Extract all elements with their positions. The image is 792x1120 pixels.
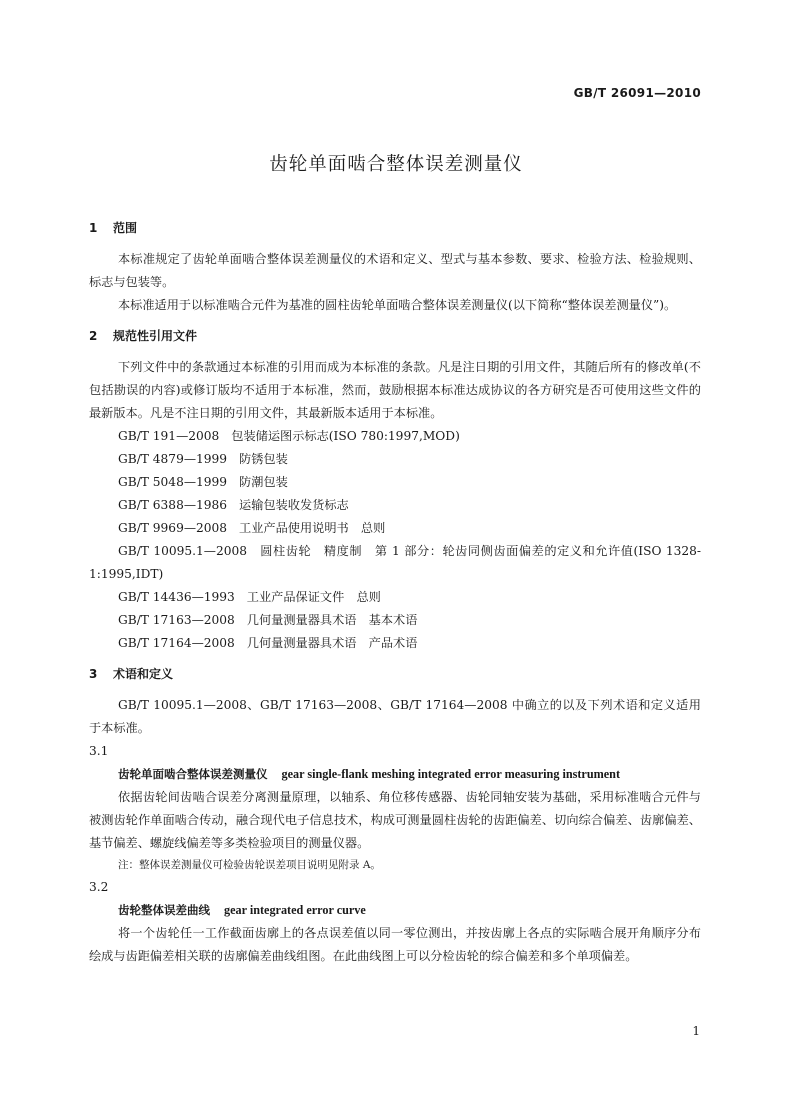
reference-code: GB/T 6388—1986: [118, 498, 228, 512]
reference-item: [89, 609, 701, 632]
section-heading-terms-definitions: [89, 663, 701, 686]
reference-item: [89, 517, 701, 540]
section-number: 1: [89, 221, 98, 235]
reference-title: 防潮包装: [239, 475, 288, 489]
reference-code: GB/T 4879—1999: [118, 452, 228, 466]
reference-title: 防锈包装: [239, 452, 288, 466]
document-title: 齿轮单面啮合整体误差测量仪: [269, 154, 523, 175]
paragraph: GB/T 10095.1—2008、GB/T 17163—2008、GB/T 17164—2008 中确立的以及下列术语和定义适用于本标准。: [89, 698, 701, 735]
reference-title: 包装储运图示标志(ISO 780:1997,MOD): [231, 429, 460, 443]
reference-item: [89, 494, 701, 517]
term-chinese: 齿轮单面啮合整体误差测量仪: [118, 767, 268, 781]
reference-title: 工业产品使用说明书 总则: [239, 521, 386, 535]
term-definition: 依据齿轮间齿啮合误差分离测量原理，以轴系、角位移传感器、齿轮同轴安装为基础，采用标准啮合元件与被测齿轮作单面啮合传动，融合现代电子信息技术，构成可测量圆柱齿轮的齿距偏差、切向综合偏差、齿廓偏差、基节偏差、螺旋线偏差等多类检验项目的测量仪器。: [89, 790, 701, 850]
standard-code: GB/T 26091—2010: [573, 86, 701, 100]
reference-item: [89, 632, 701, 655]
term-entry: [89, 899, 701, 922]
subclause-number: 3.1: [89, 744, 109, 758]
reference-item: [89, 425, 701, 448]
reference-code: GB/T 14436—1993: [118, 590, 235, 604]
term-english: gear integrated error curve: [224, 903, 366, 917]
reference-item: [89, 448, 701, 471]
paragraph: 本标准适用于以标准啮合元件为基准的圆柱齿轮单面啮合整体误差测量仪(以下简称“整体误差测量仪”)。: [118, 298, 677, 312]
section-title: 术语和定义: [113, 667, 174, 681]
reference-code: GB/T 9969—2008: [118, 521, 228, 535]
term-english: gear single-flank meshing integrated error measuring instrument: [281, 767, 621, 781]
term-entry: [89, 763, 701, 786]
reference-title: 运输包装收发货标志: [239, 498, 349, 512]
section-number: 2: [89, 329, 98, 343]
reference-item-long: GB/T 10095.1—2008 圆柱齿轮 精度制 第 1 部分：轮齿同侧齿面偏差的定义和允许值(ISO 1328-1:1995,IDT): [89, 544, 701, 581]
reference-title: 几何量测量器具术语 产品术语: [246, 636, 418, 650]
reference-code: GB/T 5048—1999: [118, 475, 228, 489]
section-title: 范围: [113, 221, 138, 235]
section-heading-scope: [89, 217, 701, 240]
page-number: 1: [692, 1024, 700, 1038]
document-body: [89, 217, 701, 968]
note: 注：整体误差测量仪可检验齿轮误差项目说明见附录 A。: [118, 859, 381, 871]
reference-code: GB/T 191—2008: [118, 429, 220, 443]
reference-code: GB/T 17164—2008: [118, 636, 235, 650]
subclause-number: 3.2: [89, 880, 109, 894]
paragraph: 下列文件中的条款通过本标准的引用而成为本标准的条款。凡是注日期的引用文件，其随后所有的修改单(不包括勘误的内容)或修订版均不适用于本标准，然而，鼓励根据本标准达成协议的各方研究是否可使用这些文件的最新版本。凡是不注日期的引用文件，其最新版本适用于本标准。: [89, 360, 701, 420]
paragraph: 本标准规定了齿轮单面啮合整体误差测量仪的术语和定义、型式与基本参数、要求、检验方法、检验规则、标志与包装等。: [89, 252, 701, 289]
reference-code: GB/T 17163—2008: [118, 613, 235, 627]
term-definition: 将一个齿轮任一工作截面齿廓上的各点误差值以同一零位测出，并按齿廓上各点的实际啮合展开角顺序分布绘成与齿距偏差相关联的齿廓偏差曲线组图。在此曲线图上可以分检齿轮的综合偏差和多个单项偏差。: [89, 926, 701, 963]
reference-title: 工业产品保证文件 总则: [246, 590, 381, 604]
reference-title: 几何量测量器具术语 基本术语: [246, 613, 418, 627]
section-title: 规范性引用文件: [113, 329, 198, 343]
section-number: 3: [89, 667, 98, 681]
term-chinese: 齿轮整体误差曲线: [118, 903, 210, 917]
reference-item: [89, 586, 701, 609]
reference-item: [89, 471, 701, 494]
section-heading-normative-references: [89, 325, 701, 348]
